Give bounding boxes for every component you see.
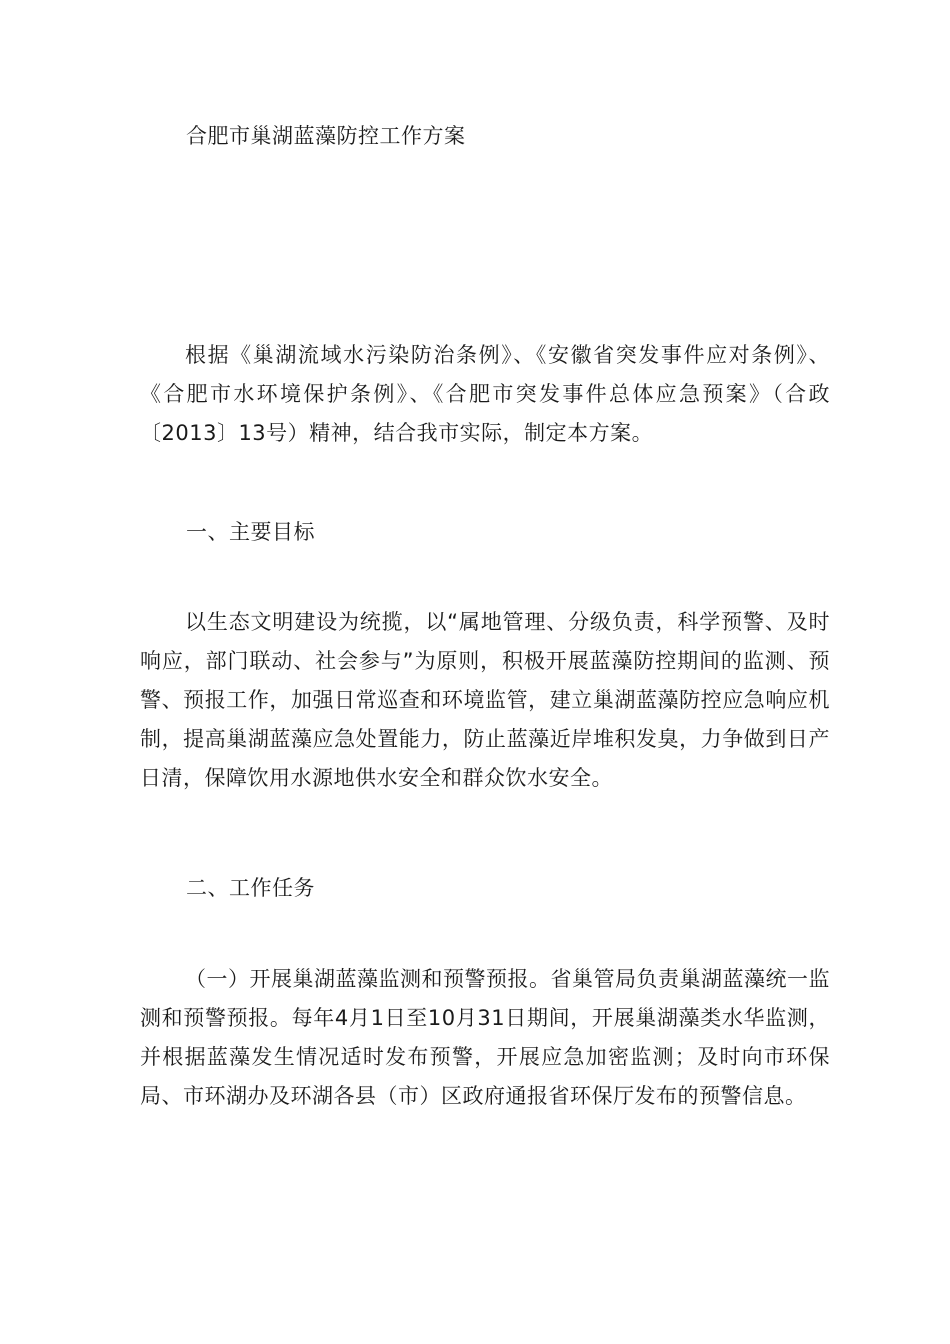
tasks-paragraph: （一）开展巢湖蓝藻监测和预警预报。省巢管局负责巢湖蓝藻统一监测和预警预报。每年4月1日至10月31日期间，开展巢湖藻类水华监测，并根据蓝藻发生情况适时发布预警，开展应急加密监测；及时向市环保局、市环湖办及环湖各县（市）区政府通报省环保厅发布的预警信息。 (140, 967, 830, 1108)
document-title: 合肥市巢湖蓝藻防控工作方案 (186, 124, 466, 148)
section-heading-tasks: 二、工作任务 (186, 876, 315, 900)
section-heading-goals: 一、主要目标 (186, 520, 315, 544)
intro-paragraph: 根据《巢湖流域水污染防治条例》、《安徽省突发事件应对条例》、《合肥市水环境保护条例》、《合肥市突发事件总体应急预案》（合政〔2013〕13号）精神，结合我市实际，制定本方案。 (140, 343, 830, 445)
goals-paragraph: 以生态文明建设为统揽，以“属地管理、分级负责，科学预警、及时响应，部门联动、社会参与”为原则，积极开展蓝藻防控期间的监测、预警、预报工作，加强日常巡查和环境监管，建立巢湖蓝藻防控应急响应机制，提高巢湖蓝藻应急处置能力，防止蓝藻近岸堆积发臭，力争做到日产日清，保障饮用水源地供水安全和群众饮水安全。 (140, 610, 830, 790)
